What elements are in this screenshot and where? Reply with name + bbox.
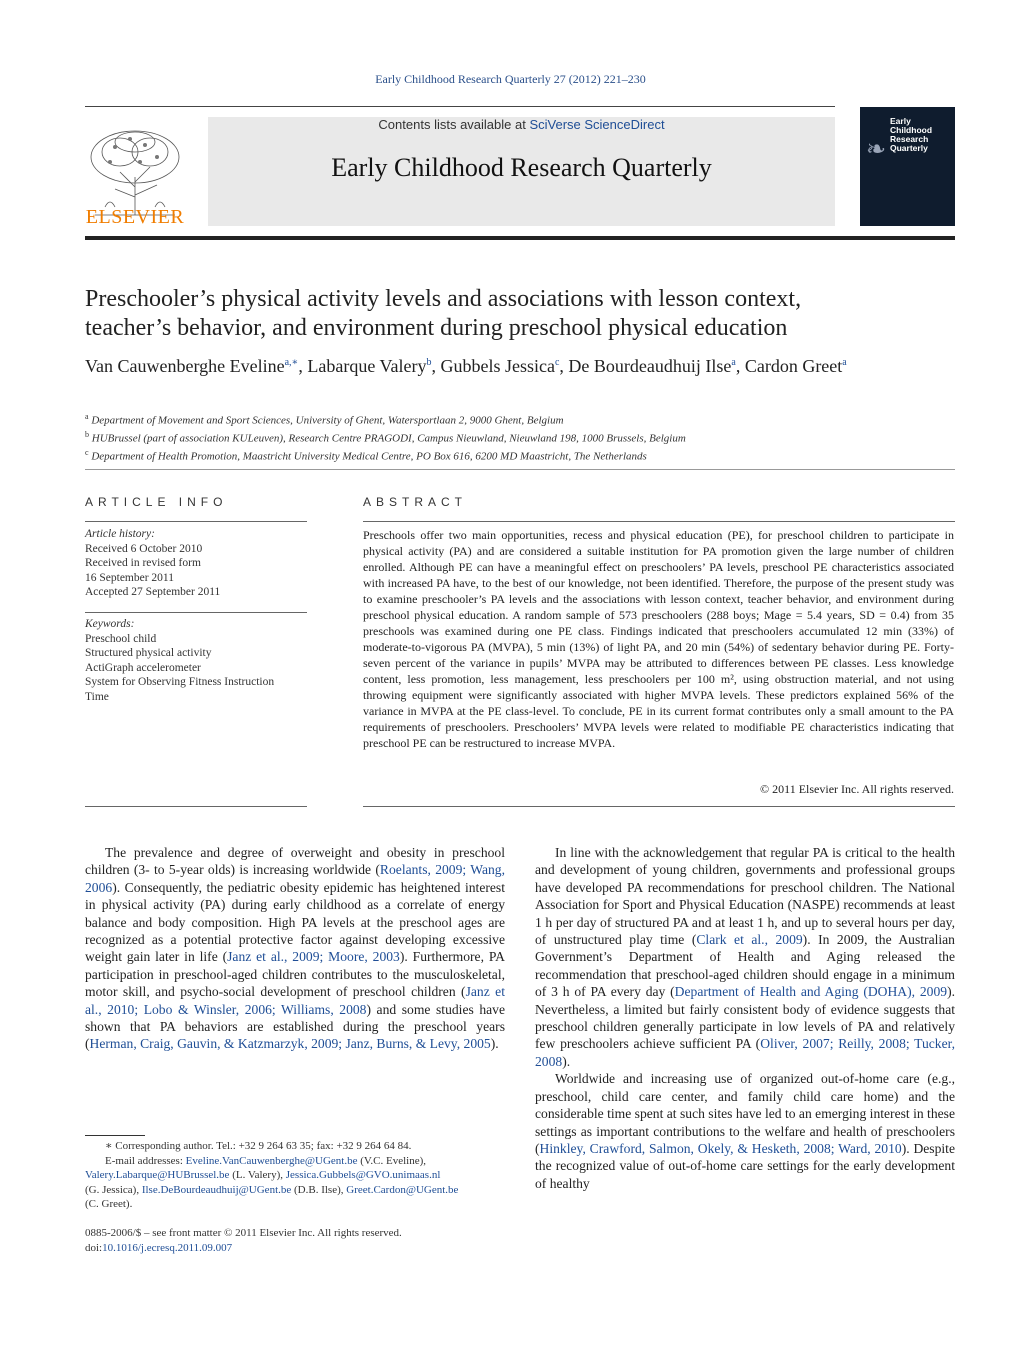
body-text: ) and some studies have shown that PA behaviors are established during the preschool years ( [85,1001,505,1052]
affiliation-rule [85,469,955,470]
article-history [85,527,310,600]
body-text: ). Nevertheless, a limited but fairly consistent body of evidence suggests that preschool children generally participate in low levels of PA and relatively few preschoolers achieve sufficient PA ( [535,984,955,1052]
body-text: ). In 2009, the Australian Government’s Department of Health and Aging released the recommendation that preschool-aged children should engage in a minimum of 3 h of PA every day ( [535,932,955,1000]
author-affiliation-mark[interactable]: a [731,357,736,368]
body-text: Worldwide and increasing use of organized out-of-home care (e.g., preschool, child care center, and family child care home) and the considerable time spent at such sites have led to an emerging interest in these settings as important contributions to the welfare and health of preschoolers ( [535,1071,955,1156]
header-rule [85,106,835,107]
affiliation-text: Department of Health Promotion, Maastricht University Medical Centre, PO Box 616, 6200 MD Maastricht, The Netherlands [88,450,647,463]
email-line [85,1154,505,1169]
sciencedirect-link[interactable]: SciVerse ScienceDirect [529,117,665,132]
doi-prefix: doi: [85,1242,103,1254]
author-affiliation-mark[interactable]: b [426,357,432,368]
doi-link[interactable]: 10.1016/j.ecresq.2011.09.007 [102,1242,233,1254]
keyword: Structured physical activity [85,647,212,659]
affiliation-list [85,410,965,464]
history-entry: Received in revised form [85,557,201,569]
article-info-bottom-rule [85,806,307,807]
email-link[interactable]: Eveline.VanCauwenberghe@UGent.be [185,1154,358,1167]
abstract-bottom-rule [363,806,955,807]
author-affiliation-mark[interactable]: c [554,357,560,368]
reference-link[interactable]: Hinkley, Crawford, Salmon, Okely, & Hesketh, 2008; Ward, 2010 [539,1140,902,1156]
header-thick-rule [85,236,955,240]
affiliation-text: HUBrussel (part of association KULeuven), Research Centre PRAGODI, Campus Nieuwland, Nieuwland 198, 1000 Brussels, Belgium [89,432,686,445]
keywords [85,617,310,704]
author-name[interactable]: De Bourdeaudhuij Ilse [568,356,732,376]
body-column-left [85,844,505,1053]
body-text: ). [490,1036,499,1052]
author-list [85,356,965,377]
issn-line: 0885-2006/$ – see front matter © 2011 Elsevier Inc. All rights reserved. [85,1227,402,1239]
issn-doi-block [85,1226,505,1256]
article-title [85,285,965,343]
body-paragraph [85,844,505,1053]
abstract-copyright: © 2011 Elsevier Inc. All rights reserved. [760,782,954,796]
body-paragraph [535,844,955,1070]
author-name[interactable]: Labarque Valery [307,356,427,376]
email-owner: (D.B. Ilse), [291,1183,347,1196]
title-line-1: Preschooler’s physical activity levels and associations with lesson context, [85,286,802,312]
history-entry: Received 6 October 2010 [85,542,203,555]
cover-title: Early Childhood Research Quarterly [890,116,933,153]
author-affiliation-mark[interactable]: a [842,357,847,368]
body-text: In line with the acknowledgement that regular PA is critical to the health and development of young children, governments and professional groups have developed PA recommendations for preschool children. The National Association for Sport and Physical Education (NASPE) recommends at least 1 h per day of structured PA and at least 1 h, and up to several hours per day, of unstructured play time ( [535,845,955,948]
body-column-right [535,844,955,1192]
email-owner: (L. Valery), [229,1169,286,1181]
abstract-heading: ABSTRACT [363,495,468,509]
article-info-heading: ARTICLE INFO [85,495,228,509]
cover-glyph-icon: ❧ [866,136,887,163]
reference-link[interactable]: Janz et al., 2010; Lobo & Winsler, 2006; Williams, 2008 [85,984,505,1017]
email-owner: (C. Greet). [85,1198,133,1210]
reference-link[interactable]: Roelants, 2009; Wang, 2006 [85,862,505,895]
email-line [85,1197,505,1212]
body-paragraph [535,1070,955,1192]
abstract-text: Preschools offer two main opportunities, recess and physical education (PE), for preschool children to participate in physical activity (PA) and are considered a suitable institution for PA promotion given the large number of children enrolled. Although PE can have a meaningful effect on preschoolers’ PA levels, preschool PE characteristics associated with increased PA have, to the best of our knowledge, not been identified. Therefore, the purpose of the present study was to examine preschooler’s PA levels and the associations with lesson context, teacher behavior, and environment during preschool physical education. A random sample of 573 preschoolers (288 boys; Mage = 5.4 years, SD = 0.4) from 35 preschools was examined during one PE class. Findings indicated that preschoolers accumulated 12 min (33%) of moderate-to-vigorous PA (MVPA), 5 min (13%) of light PA, and 20 min (54%) of sedentary behavior during PE. Forty-seven percent of the variance in pupils’ MVPA may be attributed to differences between PE classes. Less knowledge content, less promotion, less management, less preschoolers per 100 m², using obstruction material, and not using throwing equipment were significantly associated with higher MVPA levels. These predictors explained 56% of the variance in MVPA at the PE class-level. To conclude, PE in its current format contributes only a small amount to the PA requirements of preschoolers. Preschoolers’ MVPA levels were related to modifiable PE characteristics indicating that preschool PE can be restructured to increase MVPA. [363,528,954,750]
affiliation-mark: a [85,412,89,421]
author-separator: , [735,356,745,376]
email-owner: (V.C. Eveline), [357,1154,427,1167]
journal-name: Early Childhood Research Quarterly [331,153,712,182]
body-text: ). Furthermore, PA participation in preschool-aged children contributes to the musculoskeletal, motor skill, and psycho-social development of preschool children ( [85,949,505,1000]
reference-link[interactable]: Oliver, 2007; Reilly, 2008; Tucker, 2008 [535,1036,955,1069]
author-affiliation-mark[interactable]: a,∗ [284,357,299,368]
corresponding-author-note: ∗ Corresponding author. Tel.: +32 9 264 63 35; fax: +32 9 264 64 84. [105,1140,412,1152]
keyword: Preschool child [85,632,157,645]
footnotes [85,1139,505,1212]
author-name[interactable]: Van Cauwenberghe Eveline [85,356,285,376]
email-link[interactable]: Jessica.Gubbels@GVO.unimaas.nl [285,1169,441,1181]
author-separator: , [559,356,569,376]
title-line-2: teacher’s behavior, and environment during preschool physical education [85,315,788,341]
email-label: E-mail addresses: [105,1154,186,1167]
reference-link[interactable]: Janz et al., 2009; Moore, 2003 [227,949,400,965]
footnote-rule [85,1135,145,1136]
contents-prefix: Contents lists available at [378,117,530,132]
author-name[interactable]: Gubbels Jessica [440,356,555,376]
keywords-label: Keywords: [85,618,135,630]
affiliation [85,446,965,464]
history-entry: Accepted 27 September 2011 [85,586,221,598]
author-separator: , [431,356,441,376]
keyword: System for Observing Fitness Instruction [85,676,275,688]
affiliation-text: Department of Movement and Sport Sciences, University of Ghent, Watersportlaan 2, 9000 Ghent, Belgium [88,414,564,427]
affiliation-mark: c [85,448,89,458]
contents-line [208,117,835,132]
email-link[interactable]: Greet.Cardon@UGent.be [346,1183,459,1196]
journal-cover-thumbnail[interactable] [860,107,955,226]
email-addresses [85,1154,505,1212]
affiliation-mark: b [85,430,89,440]
reference-link[interactable]: Herman, Craig, Gauvin, & Katzmarzyk, 2009; Janz, Burns, & Levy, 2005 [89,1036,491,1052]
email-line [85,1183,505,1198]
history-label: Article history: [85,528,155,540]
author-separator: , [298,356,308,376]
body-text: The prevalence and degree of overweight and obesity in preschool children (3- to 5-year olds) is increasing worldwide ( [85,845,505,878]
reference-link[interactable]: Clark et al., 2009 [696,932,803,948]
email-line [85,1168,505,1183]
keywords-rule [85,612,307,613]
body-text: ). Consequently, the pediatric obesity epidemic has heightened interest in physical activity (PA) during early childhood as a correlate of energy balance and body composition. High PA levels at the preschool ages are recognized as a potential protective factor against developing excessive weight gain later in life ( [85,879,505,965]
body-text: ). [562,1053,571,1069]
article-info-rule [85,521,307,522]
elsevier-wordmark: ELSEVIER [85,206,185,228]
author-name[interactable]: Cardon Greet [744,356,843,376]
keyword: ActiGraph accelerometer [85,661,201,674]
doi-line [85,1241,505,1256]
body-text: ). Despite the recognized value of out-of-home care settings for the early development of healthy [535,1140,955,1191]
email-owner: (G. Jessica), [85,1183,142,1196]
email-link[interactable]: Ilse.DeBourdeaudhuij@UGent.be [141,1183,292,1196]
affiliation [85,428,965,446]
email-link[interactable]: Valery.Labarque@HUBrussel.be [85,1169,230,1181]
affiliation [85,410,965,428]
abstract-rule [363,521,955,522]
keyword: Time [85,690,109,703]
journal-citation: Early Childhood Research Quarterly 27 (2012) 221–230 [375,72,646,86]
reference-link[interactable]: Department of Health and Aging (DOHA), 2009 [674,984,948,1000]
history-entry: 16 September 2011 [85,571,175,584]
